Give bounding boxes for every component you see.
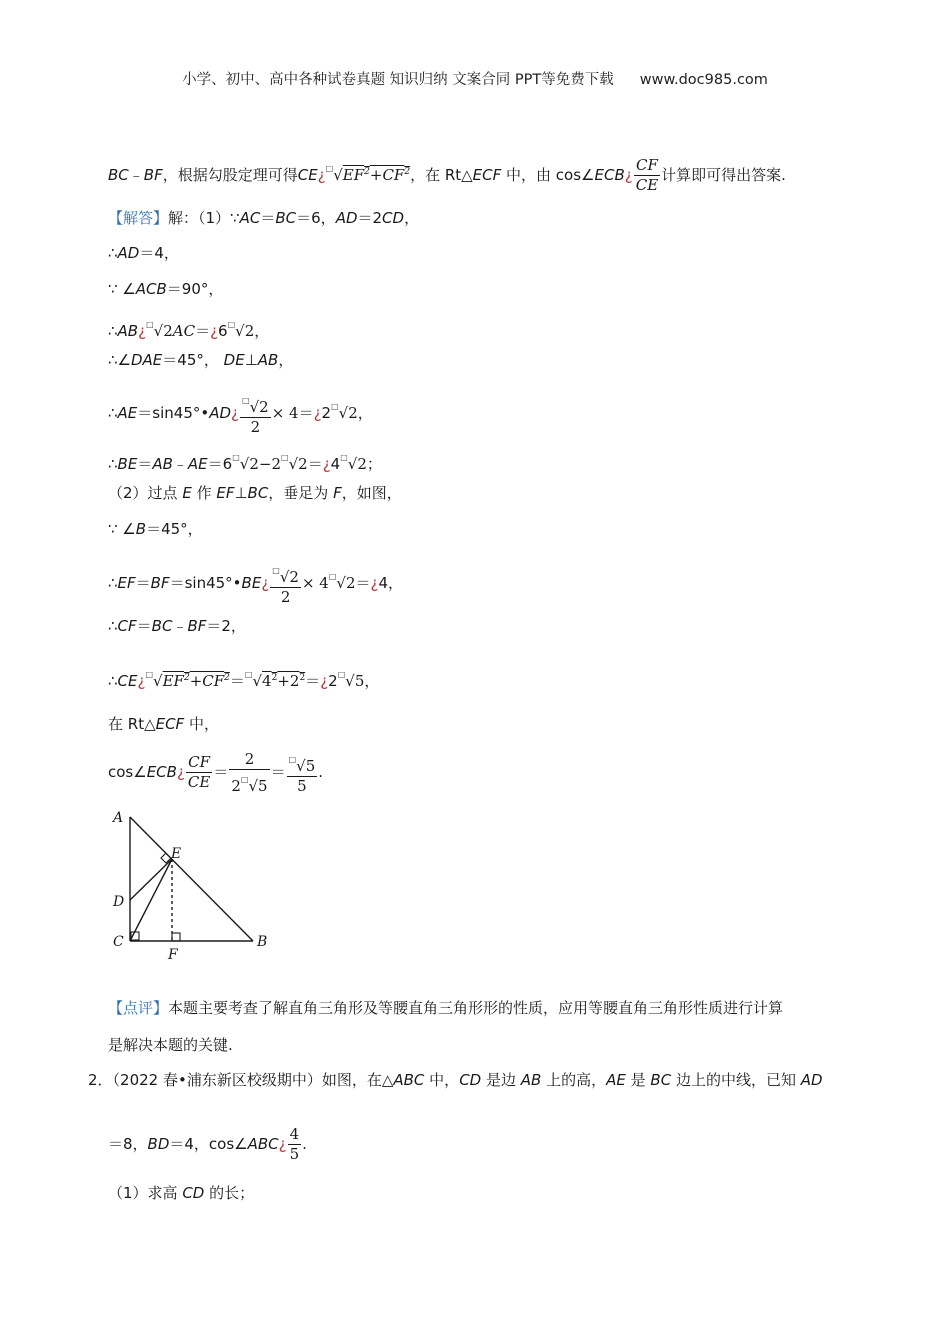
question-2-line-2: ＝8，BD＝4，cos∠ABC¿ $\frac{4}{5}$ .	[108, 1125, 307, 1163]
solution-line-14: cos∠ECB¿ $\frac{CF}{CE}$ ＝ $\frac{2}{2^□√5}$ ＝ $\frac{^□√5}{5}$ .	[108, 749, 324, 795]
label-A: A	[113, 810, 124, 826]
fraction: $\frac{^□√2}{2}$	[242, 395, 269, 436]
question-2-sub-1: （1）求高 CD 的长；	[108, 1184, 255, 1202]
comment-line-1: 【点评】本题主要考查了解直角三角形及等腰直角三角形形的性质，应用等腰直角三角形性质进行计算	[108, 999, 784, 1017]
solution-line-6: ∴AE＝sin45°•AD¿ $\frac{^□√2}{2}$ × 4＝¿2□√2，	[108, 383, 373, 437]
solution-line-13: 在 Rt△ECF 中，	[108, 715, 219, 733]
comment-tag: 【点评】	[108, 999, 169, 1017]
solution-line-8: （2）过点 E 作 EF⊥BC，垂足为 F，如图，	[108, 484, 402, 502]
solution-line-10: ∴EF＝BF＝sin45°•BE¿ $\frac{^□√2}{2}$ × 4□√2＝¿4，	[108, 553, 403, 607]
segment-DE	[130, 859, 172, 900]
fraction: $\frac{CF}{CE}$	[187, 753, 211, 791]
comment-line-2: 是解决本题的关键.	[108, 1036, 233, 1054]
fraction: $\frac{^□√2}{2}$	[272, 565, 299, 606]
fraction: $\frac{4}{5}$	[289, 1125, 300, 1163]
geometry-figure	[108, 805, 273, 965]
solution-line-5: ∴∠DAE＝45°， DE⊥AB，	[108, 351, 294, 369]
hint-line: BC﹣BF，根据勾股定理可得$CE¿^□√EF^2+CF^2$，在 Rt△ECF 中，由 cos∠ECB¿ $\frac{CF}{CE}$ 计算即可得出答案.	[108, 156, 786, 194]
question-number: 2．	[88, 1071, 113, 1089]
solution-tag: 【解答】	[108, 209, 169, 227]
right-angle-F	[172, 933, 180, 941]
segment-AB	[130, 817, 253, 941]
label-E: E	[171, 846, 182, 862]
solution-line-9: ∵ ∠B＝45°，	[108, 520, 203, 538]
solution-line-7: ∴BE＝AB﹣AE＝6□√2−2□√2＝¿4□√2；	[108, 453, 382, 473]
question-2-line-1: 2．（2022 春•浦东新区校级期中）如图，在△ABC 中，CD 是边 AB 上的高，AE 是 BC 边上的中线，已知 AD	[88, 1071, 823, 1089]
fraction: $\frac{2}{2^□√5}$	[231, 749, 268, 795]
label-F: F	[168, 947, 178, 963]
page-header	[0, 68, 950, 89]
label-B: B	[257, 934, 268, 950]
solution-line-11: ∴CF＝BC﹣BF＝2，	[108, 617, 246, 635]
solution-line-1: 【解答】解：（1）∵AC＝BC＝6，AD＝2CD，	[108, 209, 420, 227]
solution-line-4: ∴AB¿□√2AC＝¿6□√2，	[108, 320, 270, 340]
solution-line-3: ∵ ∠ACB＝90°，	[108, 280, 224, 298]
solution-line-12: $\therefore CE¿^□√EF^2+CF^2=^□√4^2+2^2=¿2^□√5$，	[108, 670, 380, 690]
label-D: D	[113, 894, 125, 910]
segment-CE	[130, 859, 172, 941]
fraction: $\frac{CF}{CE}$	[635, 156, 659, 194]
fraction: $\frac{^□√5}{5}$	[288, 754, 316, 795]
label-C: C	[113, 934, 124, 950]
solution-line-2: ∴AD＝4，	[108, 244, 179, 262]
header-url[interactable]: www.doc985.com	[639, 72, 768, 88]
header-site-text: 小学、初中、高中各种试卷真题 知识归纳 文案合同 PPT等免费下载	[182, 72, 614, 88]
